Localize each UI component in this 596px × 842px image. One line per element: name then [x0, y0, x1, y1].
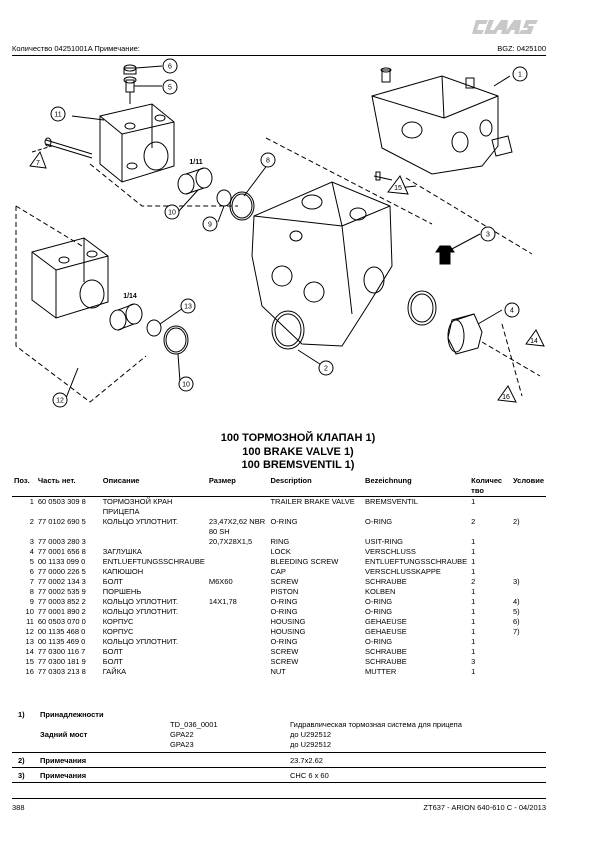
cell-bezeichnung: SCHRAUBE — [365, 647, 407, 656]
cell-bezeichnung: O-RING — [365, 637, 393, 646]
cell-part-number: 77 0300 181 9 — [37, 657, 86, 666]
svg-text:4: 4 — [510, 307, 514, 315]
cell-condition — [511, 637, 546, 647]
cell-size — [207, 667, 269, 677]
svg-text:9: 9 — [208, 221, 212, 229]
table-row — [12, 627, 546, 637]
cell-condition: 4) — [512, 597, 520, 606]
cell-size — [207, 617, 269, 627]
footer-divider — [12, 798, 546, 799]
cell-size — [207, 567, 269, 577]
header-bgz: BGZ: 0425100 — [497, 44, 546, 53]
note-1-code: GPA22 — [170, 730, 194, 739]
cell-quantity: 1 — [471, 587, 476, 596]
cell-description-ru: КОРПУС — [102, 627, 134, 636]
table-row — [12, 647, 546, 657]
cell-condition — [511, 497, 546, 518]
cell-description-ru: КОЛЬЦО УПЛОТНИТ. — [102, 597, 179, 606]
note-3-text: CHC 6 x 60 — [290, 771, 329, 780]
note-1-sub-label: Задний мост — [40, 730, 88, 739]
cell-part-number: 77 0003 280 3 — [37, 537, 86, 546]
note-1-label: Принадлежности — [40, 710, 104, 719]
svg-text:2: 2 — [324, 365, 328, 373]
cell-part-number: 77 0001 890 2 — [37, 607, 86, 616]
cell-size — [207, 637, 269, 647]
note-3-number: 3) — [18, 771, 25, 780]
note-1-text: до U292512 — [290, 730, 332, 739]
cell-condition — [511, 667, 546, 677]
cell-part-number: 77 0003 852 2 — [37, 597, 86, 606]
note-2-number: 2) — [18, 756, 25, 765]
cell-quantity: 1 — [471, 637, 476, 646]
col-size: Размер — [207, 476, 269, 497]
page-number: 388 — [12, 803, 25, 812]
cell-condition — [511, 587, 546, 597]
svg-text:6: 6 — [168, 63, 172, 71]
cell-description-en: BLEEDING SCREW — [270, 557, 339, 566]
cell-description-ru: БОЛТ — [102, 577, 123, 586]
cell-quantity: 1 — [471, 547, 476, 556]
cell-description-ru: КАПЮШОН — [102, 567, 144, 576]
svg-text:16: 16 — [502, 394, 510, 401]
cell-quantity: 1 — [471, 647, 476, 656]
table-row — [12, 597, 546, 607]
cell-description-en: HOUSING — [270, 627, 306, 636]
cell-description-en: HOUSING — [270, 617, 306, 626]
col-condition: Условие — [511, 476, 546, 497]
cell-pos: 2 — [29, 517, 34, 526]
col-part-number: Часть нет. — [36, 476, 101, 497]
note-1-code: GPA23 — [170, 740, 194, 749]
cell-description-ru: КОЛЬЦО УПЛОТНИТ. — [102, 637, 179, 646]
cell-condition — [511, 647, 546, 657]
cell-quantity: 1 — [471, 497, 476, 506]
table-header-row — [12, 476, 546, 497]
cell-description-en: SCREW — [270, 577, 299, 586]
table-row — [12, 637, 546, 647]
svg-text:10: 10 — [168, 209, 176, 217]
cell-description-ru: ПОРШЕНЬ — [102, 587, 142, 596]
cell-pos: 13 — [25, 637, 34, 646]
cell-condition — [511, 657, 546, 667]
cell-condition — [511, 557, 546, 567]
cell-description-en: O-RING — [270, 637, 298, 646]
note-divider — [12, 767, 546, 768]
cell-description-ru: КОЛЬЦО УПЛОТНИТ. — [102, 607, 179, 616]
cell-condition — [511, 537, 546, 547]
cell-part-number: 77 0001 656 8 — [37, 547, 86, 556]
cell-size — [207, 497, 269, 518]
parts-table — [12, 476, 546, 677]
cell-pos: 14 — [25, 647, 34, 656]
cell-size — [207, 657, 269, 667]
cell-quantity: 1 — [471, 537, 476, 546]
table-row — [12, 577, 546, 587]
housing-11-drawing — [100, 104, 174, 182]
cell-bezeichnung: O-RING — [365, 597, 393, 606]
table-row — [12, 567, 546, 577]
cell-size — [207, 627, 269, 637]
table-row — [12, 667, 546, 677]
cell-quantity: 1 — [471, 607, 476, 616]
svg-text:11: 11 — [54, 111, 62, 119]
cell-bezeichnung: GEHAEUSE — [365, 627, 407, 636]
cell-pos: 6 — [29, 567, 34, 576]
cell-description-ru — [101, 537, 207, 547]
col-pos: Поз. — [12, 476, 36, 497]
sub-label-1-11: 1/11 — [189, 159, 203, 166]
footer-doc-ref: ZT637 - ARION 640-610 C - 04/2013 — [423, 803, 546, 812]
cell-description-en: TRAILER BRAKE VALVE — [270, 497, 355, 506]
claas-logo — [470, 18, 546, 36]
cell-pos: 10 — [25, 607, 34, 616]
cell-pos: 12 — [25, 627, 34, 636]
cell-part-number: 60 0503 309 8 — [37, 497, 86, 506]
col-bezeichnung: Bezeichnung — [363, 476, 469, 497]
cell-description-en: O-RING — [270, 517, 298, 526]
cell-pos: 4 — [29, 547, 34, 556]
title-en: 100 BRAKE VALVE 1) — [242, 446, 354, 458]
svg-text:13: 13 — [184, 303, 192, 311]
note-1-number: 1) — [18, 710, 25, 719]
cell-part-number: 77 0300 116 7 — [37, 647, 86, 656]
header-info: Количество 04251001A Примечание: — [12, 44, 140, 53]
cell-quantity: 1 — [471, 567, 476, 576]
cell-bezeichnung: VERSCHLUSS — [365, 547, 416, 556]
cell-description-en: O-RING — [270, 597, 298, 606]
cell-description-en: PISTON — [270, 587, 299, 596]
note-divider — [12, 782, 546, 783]
cell-condition: 2) — [512, 517, 520, 526]
cell-quantity: 1 — [471, 597, 476, 606]
cell-description-en: LOCK — [270, 547, 291, 556]
valve-body-drawing — [252, 182, 392, 346]
cell-quantity: 1 — [471, 617, 476, 626]
cell-description-ru: ЗАГЛУШКА — [102, 547, 142, 556]
exploded-parts-diagram — [12, 56, 546, 426]
cell-bezeichnung: BREMSVENTIL — [365, 497, 418, 506]
cell-part-number: 00 1135 469 0 — [37, 637, 86, 646]
cell-pos: 7 — [29, 577, 34, 586]
note-divider — [12, 752, 546, 753]
sub-label-1-14: 1/14 — [123, 293, 137, 300]
table-row — [12, 547, 546, 557]
cell-pos: 5 — [29, 557, 34, 566]
svg-text:1: 1 — [518, 71, 522, 79]
cell-description-en: RING — [270, 537, 290, 546]
cell-quantity: 1 — [471, 667, 476, 676]
cell-bezeichnung: SCHRAUBE — [365, 577, 407, 586]
cell-description-ru: ENTLUEFTUNGSSCHRAUBE — [102, 557, 205, 566]
table-row — [12, 497, 546, 518]
cell-bezeichnung: GEHAEUSE — [365, 617, 407, 626]
cell-part-number: 00 1135 468 0 — [37, 627, 86, 636]
cell-bezeichnung: VERSCHLUSSKAPPE — [365, 567, 441, 576]
cell-pos: 8 — [29, 587, 34, 596]
cell-quantity: 3 — [471, 657, 476, 666]
cell-condition: 7) — [512, 627, 520, 636]
cell-bezeichnung: O-RING — [365, 517, 393, 526]
cell-bezeichnung: MUTTER — [365, 667, 397, 676]
cell-condition: 3) — [512, 577, 520, 586]
table-row — [12, 557, 546, 567]
cell-size: 23,47X2,62 NBR 80 SH — [208, 517, 266, 536]
svg-text:15: 15 — [394, 185, 402, 192]
cell-quantity: 2 — [471, 517, 476, 526]
table-row — [12, 607, 546, 617]
brake-valve-assembly-drawing — [372, 68, 512, 174]
cell-condition: 6) — [512, 617, 520, 626]
note-2-text: 23.7x2.62 — [290, 756, 323, 765]
cell-pos: 3 — [29, 537, 34, 546]
cell-part-number: 77 0002 535 9 — [37, 587, 86, 596]
cell-bezeichnung: USIT-RING — [365, 537, 403, 546]
cell-size: 20,7X28X1,5 — [208, 537, 253, 546]
cell-condition — [511, 567, 546, 577]
cell-quantity: 2 — [471, 577, 476, 586]
svg-text:10: 10 — [182, 381, 190, 389]
cell-size — [207, 647, 269, 657]
svg-text:12: 12 — [56, 397, 64, 405]
cell-size: 14X1,78 — [208, 597, 237, 606]
col-quantity: Количес тво — [469, 476, 511, 497]
cell-size — [207, 607, 269, 617]
cell-bezeichnung: KOLBEN — [365, 587, 396, 596]
note-1-text: до U292512 — [290, 740, 332, 749]
title-ru: 100 ТОРМОЗНОЙ КЛАПАН 1) — [220, 432, 376, 444]
svg-text:3: 3 — [486, 231, 490, 239]
note-3-label: Примечания — [40, 771, 87, 780]
cell-bezeichnung: O-RING — [365, 607, 393, 616]
cell-part-number: 77 0002 134 3 — [37, 577, 86, 586]
cell-quantity: 1 — [471, 627, 476, 636]
cell-part-number: 77 0102 690 5 — [37, 517, 86, 526]
col-description-ru: Описание — [101, 476, 207, 497]
cell-description-ru: КОРПУС — [102, 617, 134, 626]
note-1-code: TD_036_0001 — [170, 720, 218, 729]
cell-part-number: 77 0303 213 8 — [37, 667, 86, 676]
cell-description-ru: ГАЙКА — [102, 667, 127, 676]
cell-description-en: NUT — [270, 667, 286, 676]
svg-text:14: 14 — [530, 338, 538, 345]
svg-text:7: 7 — [36, 160, 40, 167]
cell-bezeichnung: SCHRAUBE — [365, 657, 407, 666]
table-row — [12, 657, 546, 667]
cell-size — [207, 557, 269, 567]
cell-pos: 9 — [29, 597, 34, 606]
cell-part-number: 77 0000 226 5 — [37, 567, 86, 576]
cell-description-en: SCREW — [270, 647, 299, 656]
table-row — [12, 587, 546, 597]
cell-condition: 5) — [512, 607, 520, 616]
cell-description-ru: КОЛЬЦО УПЛОТНИТ. — [102, 517, 179, 526]
col-description-en: Description — [268, 476, 363, 497]
note-2-label: Примечания — [40, 756, 87, 765]
cell-description-ru: БОЛТ — [102, 657, 123, 666]
cell-size: M6X60 — [208, 577, 233, 586]
cell-description-en: O-RING — [270, 607, 298, 616]
table-row — [12, 517, 546, 537]
cell-condition — [511, 547, 546, 557]
housing-12-drawing — [32, 238, 108, 318]
cell-description-ru: БОЛТ — [102, 647, 123, 656]
cell-part-number: 00 1133 099 0 — [37, 557, 86, 566]
cell-description-ru: ТОРМОЗНОЙ КРАН ПРИЦЕПА — [102, 497, 173, 516]
cell-part-number: 60 0503 070 0 — [37, 617, 86, 626]
title-de: 100 BREMSVENTIL 1) — [241, 459, 355, 471]
svg-text:5: 5 — [168, 84, 172, 92]
cell-description-en: SCREW — [270, 657, 299, 666]
cell-size — [207, 547, 269, 557]
cell-pos: 15 — [25, 657, 34, 666]
cell-pos: 1 — [29, 497, 34, 506]
cell-bezeichnung: ENTLUEFTUNGSSCHRAUBE — [365, 557, 468, 566]
table-row — [12, 537, 546, 547]
note-1-text: Гидравлическая тормозная система для прицепа — [290, 720, 462, 729]
cell-size — [207, 587, 269, 597]
cell-pos: 16 — [25, 667, 34, 676]
cell-description-en: CAP — [270, 567, 286, 576]
cell-pos: 11 — [26, 617, 34, 626]
svg-text:8: 8 — [266, 157, 270, 165]
cell-quantity: 1 — [471, 557, 476, 566]
table-row — [12, 617, 546, 627]
